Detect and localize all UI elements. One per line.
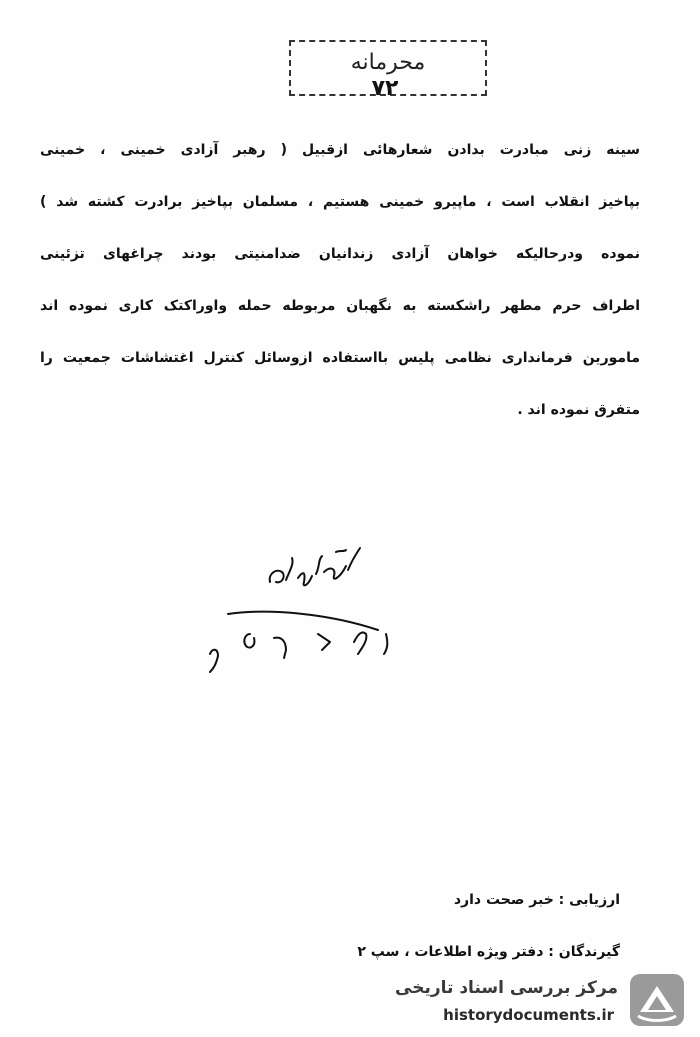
body-line: مامورین فرمانداری نظامی پلیس بااستفاده ازوسائل کنترل اغتشاشات جمعیت را — [40, 350, 640, 366]
body-line: اطراف حرم مطهر راشکسته به نگهبان مربوطه حمله واوراکتک کاری نموده اند — [40, 298, 640, 314]
page-number: ۷۲ — [371, 76, 399, 101]
stamp-label: محرمانه — [350, 50, 426, 75]
body-line: بپاخیز انقلاب است ، ماپیرو خمینی هستیم ، مسلمان بپاخیز برادرت کشته شد ) — [40, 194, 640, 210]
archive-watermark — [395, 968, 692, 1032]
handwritten-signature — [190, 530, 400, 680]
body-line: متفرق نموده اند . — [517, 402, 640, 418]
evaluation-line: ارزیابی : خبر صحت دارد — [453, 892, 620, 908]
watermark-site: historydocuments.ir — [443, 1006, 614, 1024]
report-body — [40, 134, 640, 446]
recipients-line: گیرندگان : دفتر ویژه اطلاعات ، سپ ۲ — [357, 944, 620, 960]
body-line: سینه زنی مبادرت بدادن شعارهائی ازقبیل ( رهبر آزادی خمینی ، خمینی — [40, 142, 640, 158]
body-line: نموده ودرحالیکه خواهان آزادی زندانیان ضدامنیتی بودند چراغهای تزئینی — [40, 246, 640, 262]
watermark-title: مرکز بررسی اسناد تاریخی — [395, 978, 618, 998]
archive-logo-icon — [628, 972, 686, 1028]
